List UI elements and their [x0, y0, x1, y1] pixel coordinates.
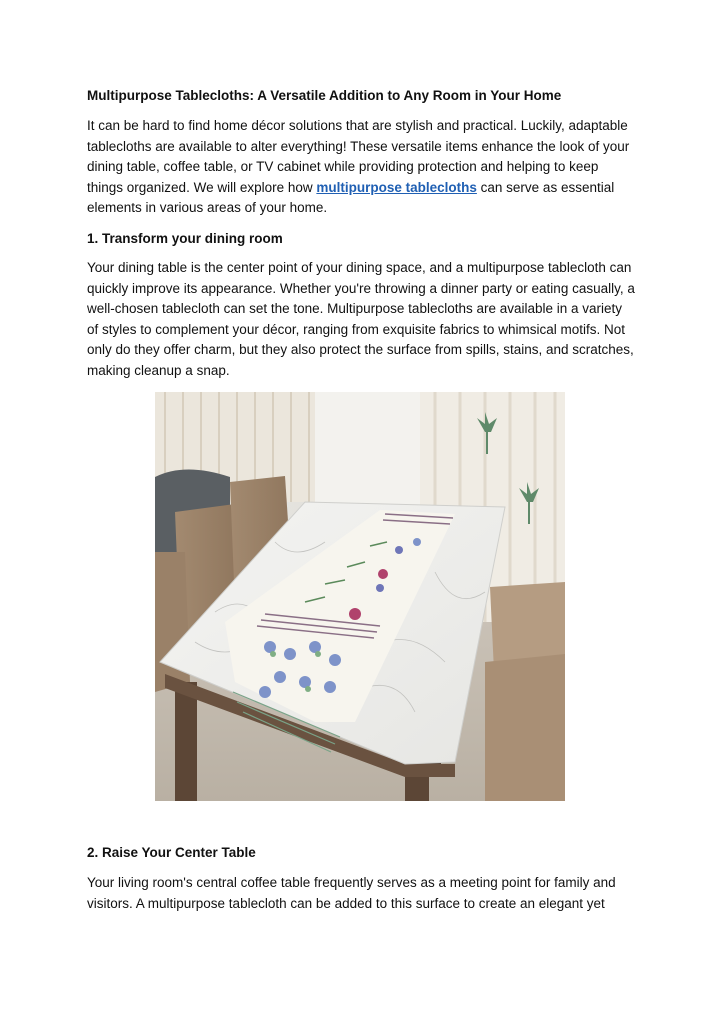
center-table-paragraph: Your living room's central coffee table frequently serves as a meeting point for family and visitors. A multipurpose tablecloth can be added to this surface to create an elegant yet [87, 875, 616, 911]
dining-table-photo [155, 392, 565, 801]
intro-text-before-link: It can be hard to find home décor solutions that are stylish and practical. Luckily, adaptable tablecloths are available to alter everything! These versatile items enhance the look of your dining table, coffee table, or TV cabinet while providing protection and helping to keep things organized. We will explore how [87, 118, 630, 195]
multipurpose-tablecloths-link[interactable]: multipurpose tablecloths [316, 179, 477, 195]
intro-text-after-link: can serve as essential elements in various areas of your home. [87, 179, 615, 216]
section-heading-dining-room: 1. Transform your dining room [87, 231, 283, 246]
document-title: Multipurpose Tablecloths: A Versatile Addition to Any Room in Your Home [87, 88, 562, 103]
intro-paragraph [87, 116, 635, 219]
section-heading-center-table: 2. Raise Your Center Table [87, 845, 256, 860]
dining-room-paragraph: Your dining table is the center point of your dining space, and a multipurpose tablecloth can quickly improve its appearance. Whether you're throwing a dinner party or eating casually, a well-chosen tablecloth can set the tone. Multipurpose tablecloths are available in a variety of styles to complement your décor, ranging from exquisite fabrics to whimsical motifs. Not only do they offer charm, but they also protect the surface from spills, stains, and scratches, making cleanup a snap. [87, 260, 635, 378]
